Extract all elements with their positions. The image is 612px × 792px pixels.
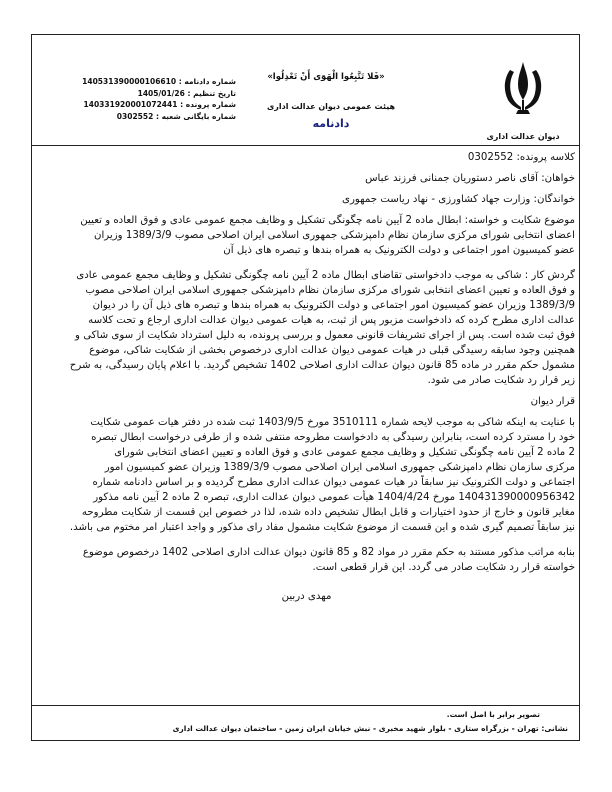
- decision-heading: قرار دیوان: [530, 396, 575, 407]
- decision-paragraph: [38, 415, 575, 535]
- report-line: گردش کار : شاکی به موجب دادخواستی تقاضای ابطال ماده 2 آیین نامه چگونگی تشکیل و وظایف مجمع عمومی عادی: [76, 270, 575, 281]
- meta-row-date: [71, 88, 236, 100]
- document-title: دادنامه: [312, 117, 350, 130]
- subject-paragraph: [38, 213, 575, 258]
- meta-label: تاریخ تنظیم :: [187, 88, 236, 98]
- board-name: هیئت عمومی دیوان عدالت اداری: [266, 102, 396, 111]
- signer-name: مهدی دربین: [281, 591, 332, 602]
- meta-label: شماره دادنامه :: [178, 77, 236, 86]
- report-line: زیر قرار رد شکایت صادر می شود.: [427, 375, 575, 386]
- document-footer: [31, 705, 580, 741]
- subject-line: موضوع شکایت و خواسته: ابطال ماده 2 آیین نامه چگونگی تشکیل و وظایف مجمع عمومی عادی و فوق العاده و تعیین: [80, 215, 575, 226]
- decision-line: مغایر قانون و خارج از حدود اختیارات و قابل ابطال تشخیص داده شده، لذا در خصوص این قسمت از شکایت مطروحه: [81, 507, 575, 518]
- emblem-icon: [488, 56, 558, 126]
- decision-line: اجتماعی و دولت الکترونیک نیز سابقاً در هیات عمومی دیوان عدالت اداری مطرح گردیده و بر اساس دادنامه شماره: [92, 477, 575, 488]
- meta-row-ruling-number: [71, 76, 236, 88]
- report-paragraph: [38, 268, 575, 388]
- report-line: 1389/3/9 وزیران عضو کمیسیون امور اجتماعی و دولت الکترونیک به همراه بندها و تبصره های ذیل آن را در دیوان: [92, 300, 575, 311]
- ruling-line: بنابه مراتب مذکور مستند به حکم مقرر در مواد 82 و 85 قانون دیوان عدالت اداری اصلاحی 1402 درخصوص موضوع: [82, 547, 575, 558]
- court-address: نشانی: تهران - بزرگراه ستاری - بلوار شهید مخبری - نبش خیابان ایران زمین - ساختمان دیوان عدالت اداری: [172, 724, 568, 733]
- subject-line: عضو کمیسیون امور اجتماعی و دولت الکترونیک به همراه بندها و تبصره های ذیل آن: [223, 245, 575, 256]
- decision-line: 140431390000956342 مورخ 1404/4/24 هیأت عمومی دیوان عدالت اداری، تبصره 2 ماده 2 آیین نامه مذکور: [93, 492, 575, 503]
- meta-value: 0302552: [116, 111, 154, 121]
- report-line: و فوق العاده و تعیین اعضای انتخابی شورای مرکزی سازمان نظام دامپزشکی جمهوری اسلامی ایران اصلاحی مصوب: [85, 285, 575, 296]
- meta-row-archive-number: [71, 111, 236, 123]
- ruling-line: خواسته قرار رد شکایت صادر می گردد. این قرار قطعی است.: [312, 562, 575, 573]
- verse: «فَلا تَتَّبِعُوا الْهَوَى أَنْ تَعْدِلُوا»: [267, 72, 385, 82]
- meta-label: شماره بایگانی شعبه :: [155, 111, 236, 121]
- report-line: مشمول حکم مقرر در ماده 85 قانون دیوان عدالت اداری اصلاحی 1402 تشخیص گردید. با اعلام پایان رسیدگی، به شرح: [69, 360, 575, 371]
- meta-label: شماره پرونده :: [180, 100, 236, 109]
- report-line: فوق ثبت شده است. پس از اجرای تشریفات قانونی معمول و بررسی پرونده، به دلیل استرداد شکایت از سوی شاکی و: [75, 330, 575, 341]
- subject-line: اعضای انتخابی شورای مرکزی سازمان نظام دامپزشکی جمهوری اسلامی ایران اصلاحی مصوب 1389/3/9 وزیران: [93, 230, 575, 241]
- report-line: عدالت اداری مطرح کرده که دادخواست مزبور پس از ثبت، به هیات عمومی دیوان عدالت اداری ارجاع و تحت کلاسه: [88, 315, 575, 326]
- document-meta: [71, 76, 236, 122]
- defendant: خواندگان: وزارت جهاد کشاورزی - نهاد ریاست جمهوری: [342, 194, 575, 205]
- decision-line: 2 ماده 2 آیین نامه چگونگی تشکیل و وظایف مجمع عمومی عادی و فوق العاده و تعیین اعضای انتخابی شورای: [114, 447, 575, 458]
- file-class: کلاسه پرونده: 0302552: [467, 152, 575, 163]
- report-line: همچنین وجود سابقه رسیدگی قبلی در هیات عمومی دیوان عدالت اداری درخصوص بخشی از شکایت شاکی، موضوع: [89, 345, 575, 356]
- meta-value: 1405/01/26: [137, 88, 185, 98]
- meta-row-case-number: [71, 99, 236, 111]
- document-header: [31, 34, 580, 146]
- meta-value: 140331920001072441: [83, 100, 178, 109]
- decision-line: با عنایت به اینکه شاکی به موجب لایحه شماره 3510111 مورخ 1403/9/5 ثبت شده در دفتر هیات عمومی شکایت: [90, 417, 575, 428]
- document-body: [38, 150, 575, 604]
- court-name: دیوان عدالت اداری: [486, 132, 560, 141]
- meta-value: 140531390000106610: [82, 77, 177, 86]
- plaintiff: خواهان: آقای ناصر دستوریان جمنانی فرزند عباس: [365, 173, 575, 184]
- ruling-paragraph: [38, 545, 575, 575]
- decision-line: نیز سابقاً تصمیم گیری شده و این قسمت از موضوع شکایت مشمول مفاد رای مذکور و واجد اعتبار امر مختوم می باشد.: [69, 522, 575, 533]
- decision-line: خود را مسترد کرده است، بنابراین رسیدگی به دادخواست مطروحه منتفی شده و از طرفی درخواست ابطال تبصره: [91, 432, 575, 443]
- certified-copy-note: تصویر برابر با اصل است.: [446, 710, 540, 719]
- decision-line: مرکزی سازمان نظام دامپزشکی جمهوری اسلامی ایران اصلاحی مصوب 1389/3/9 وزیران عضو کمیسیون امور: [104, 462, 575, 473]
